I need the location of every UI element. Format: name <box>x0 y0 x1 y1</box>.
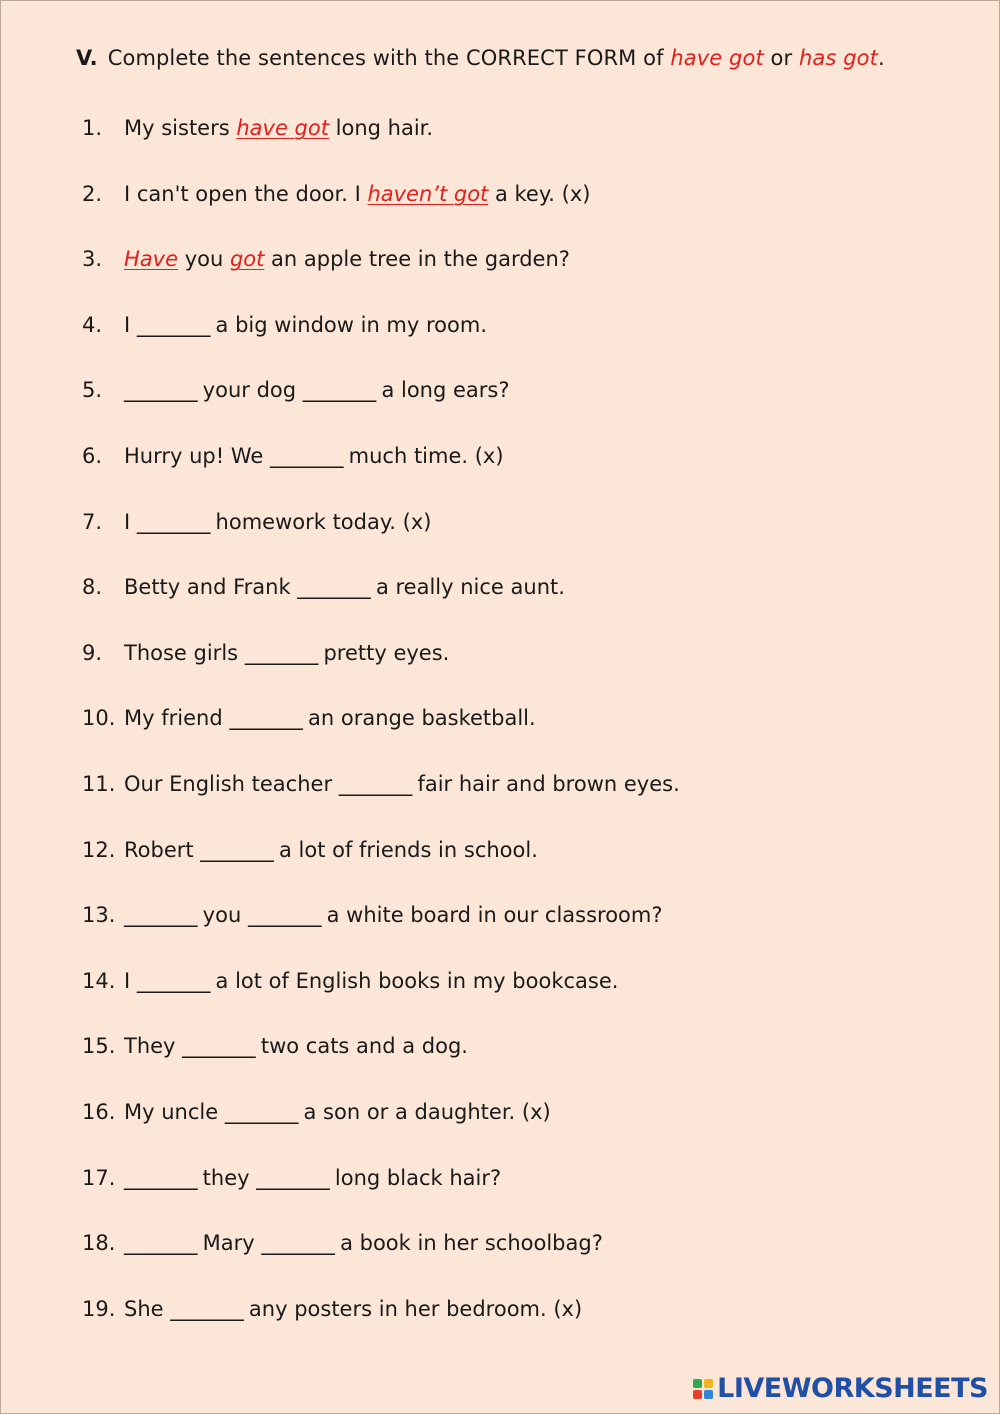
answer-blank[interactable]: ________ <box>136 968 209 993</box>
filled-answer: got <box>229 247 265 272</box>
item-sentence <box>124 1166 501 1190</box>
exercise-item <box>82 838 962 904</box>
answer-blank[interactable]: ________ <box>136 509 209 534</box>
sentence-text: fair hair and brown eyes. <box>410 771 680 796</box>
exercise-item <box>82 903 962 969</box>
answer-blank[interactable]: ________ <box>229 706 302 731</box>
item-sentence <box>124 641 449 665</box>
answer-blank[interactable]: ________ <box>256 1165 329 1190</box>
sentence-text: an apple tree in the garden? <box>264 247 570 272</box>
sentence-text: a lot of English books in my bookcase. <box>208 968 619 993</box>
instruction-or: or <box>763 46 800 70</box>
section-number: V. <box>76 46 98 70</box>
item-number: 9. <box>82 640 103 665</box>
item-sentence <box>124 706 536 730</box>
answer-blank[interactable]: ________ <box>124 903 196 928</box>
item-number: 17. <box>82 1165 116 1190</box>
exercise-item <box>82 1034 962 1100</box>
answer-blank[interactable]: ________ <box>136 312 209 337</box>
instruction-highlight-has-got: has got <box>799 46 878 70</box>
sentence-text: homework today. (x) <box>208 509 432 534</box>
item-sentence <box>124 378 510 402</box>
item-sentence <box>124 838 538 862</box>
sentence-text: any posters in her bedroom. (x) <box>242 1296 583 1321</box>
item-sentence <box>124 1100 551 1124</box>
exercise-item <box>82 641 962 707</box>
answer-blank[interactable]: ________ <box>170 1296 243 1321</box>
item-number: 1. <box>82 116 103 140</box>
item-number: 12. <box>82 837 116 862</box>
item-number: 18. <box>82 1231 116 1256</box>
exercise-item <box>82 182 962 248</box>
sentence-text: a son or a daughter. (x) <box>296 1099 551 1124</box>
answer-blank[interactable]: ________ <box>124 1165 196 1190</box>
answer-blank[interactable]: ________ <box>200 837 273 862</box>
answer-blank[interactable]: ________ <box>338 771 411 796</box>
liveworksheets-logo <box>693 1373 988 1404</box>
item-sentence <box>124 575 565 599</box>
item-number: 5. <box>82 378 103 403</box>
item-number: 6. <box>82 443 103 468</box>
sentence-text: I <box>124 312 137 337</box>
exercise-item <box>82 510 962 576</box>
item-sentence <box>124 247 570 271</box>
sentence-text: a key. (x) <box>488 181 591 206</box>
sentence-text: long hair. <box>328 116 434 140</box>
answer-blank[interactable]: ________ <box>224 1099 297 1124</box>
exercise-item <box>82 1166 962 1232</box>
item-sentence <box>124 969 618 993</box>
exercise-item <box>82 247 962 313</box>
item-sentence <box>124 903 663 927</box>
instruction-highlight-have-got: have got <box>670 46 764 70</box>
item-number: 8. <box>82 575 103 600</box>
item-number: 10. <box>82 706 116 731</box>
logo-square <box>693 1390 702 1399</box>
sentence-text: She <box>124 1296 171 1321</box>
item-number: 15. <box>82 1034 116 1059</box>
filled-answer: have got <box>236 116 329 140</box>
item-number: 11. <box>82 771 116 796</box>
answer-blank[interactable]: ________ <box>244 640 317 665</box>
logo-text: LIVEWORKSHEETS <box>717 1373 988 1404</box>
filled-answer: haven’t got <box>367 181 489 206</box>
sentence-text: a long ears? <box>374 378 510 403</box>
item-sentence <box>124 313 487 337</box>
sentence-text: I <box>124 509 137 534</box>
exercise-item <box>82 313 962 379</box>
item-number: 13. <box>82 903 116 928</box>
exercise-item <box>82 444 962 510</box>
sentence-text: you <box>178 247 230 272</box>
sentence-text: They <box>124 1034 183 1059</box>
item-number: 16. <box>82 1099 116 1124</box>
item-sentence <box>124 772 680 796</box>
logo-square <box>693 1379 702 1388</box>
sentence-text: My sisters <box>124 116 237 140</box>
instruction-period: . <box>877 46 885 70</box>
sentence-text: much time. (x) <box>341 443 504 468</box>
answer-blank[interactable]: ________ <box>302 378 375 403</box>
exercise-item <box>82 378 962 444</box>
answer-blank[interactable]: ________ <box>182 1034 255 1059</box>
item-number: 14. <box>82 968 116 993</box>
answer-blank[interactable]: ________ <box>261 1231 334 1256</box>
exercise-instruction <box>76 46 885 70</box>
answer-blank[interactable]: ________ <box>247 903 320 928</box>
item-number: 7. <box>82 509 103 534</box>
sentence-text: your dog <box>196 378 303 403</box>
sentence-text: Hurry up! We <box>124 443 270 468</box>
item-sentence <box>124 1231 603 1255</box>
sentence-text: an orange basketball. <box>301 706 536 731</box>
sentence-text: a white board in our classroom? <box>319 903 663 928</box>
sentence-text: a big window in my room. <box>208 312 487 337</box>
answer-blank[interactable]: ________ <box>297 575 370 600</box>
sentence-text: long black hair? <box>328 1165 502 1190</box>
sentence-text: they <box>196 1165 257 1190</box>
exercise-list <box>82 116 962 1362</box>
sentence-text: pretty eyes. <box>316 640 450 665</box>
answer-blank[interactable]: ________ <box>269 443 342 468</box>
exercise-item <box>82 1100 962 1166</box>
exercise-item <box>82 706 962 772</box>
exercise-item <box>82 969 962 1035</box>
exercise-item <box>82 116 962 182</box>
sentence-text: you <box>196 903 248 928</box>
item-number: 19. <box>82 1296 116 1321</box>
answer-blank[interactable]: ________ <box>124 1231 196 1256</box>
item-sentence <box>124 1297 582 1321</box>
sentence-text: Mary <box>196 1231 262 1256</box>
sentence-text: I can't open the door. I <box>124 181 368 206</box>
logo-mark-icon <box>693 1379 713 1399</box>
item-number: 2. <box>82 181 103 206</box>
sentence-text: Robert <box>124 837 201 862</box>
sentence-text: Betty and Frank <box>124 575 298 600</box>
filled-answer: Have <box>124 247 179 272</box>
exercise-item <box>82 772 962 838</box>
item-sentence <box>124 182 590 206</box>
exercise-item <box>82 1231 962 1297</box>
exercise-item <box>82 575 962 641</box>
item-sentence <box>124 116 433 140</box>
logo-square <box>704 1390 713 1399</box>
item-sentence <box>124 1034 468 1058</box>
logo-square <box>704 1379 713 1388</box>
item-number: 4. <box>82 312 103 337</box>
sentence-text: Our English teacher <box>124 771 339 796</box>
sentence-text: a lot of friends in school. <box>272 837 538 862</box>
exercise-item <box>82 1297 962 1363</box>
sentence-text: I <box>124 968 137 993</box>
sentence-text: My uncle <box>124 1099 225 1124</box>
sentence-text: a really nice aunt. <box>369 575 565 600</box>
instruction-text: Complete the sentences with the CORRECT FORM of <box>107 46 671 70</box>
item-sentence <box>124 510 431 534</box>
answer-blank[interactable]: ________ <box>124 378 196 403</box>
sentence-text: Those girls <box>124 640 245 665</box>
sentence-text: a book in her schoolbag? <box>333 1231 603 1256</box>
sentence-text: My friend <box>124 706 230 731</box>
sentence-text: two cats and a dog. <box>254 1034 468 1059</box>
item-sentence <box>124 444 504 468</box>
item-number: 3. <box>82 247 103 272</box>
